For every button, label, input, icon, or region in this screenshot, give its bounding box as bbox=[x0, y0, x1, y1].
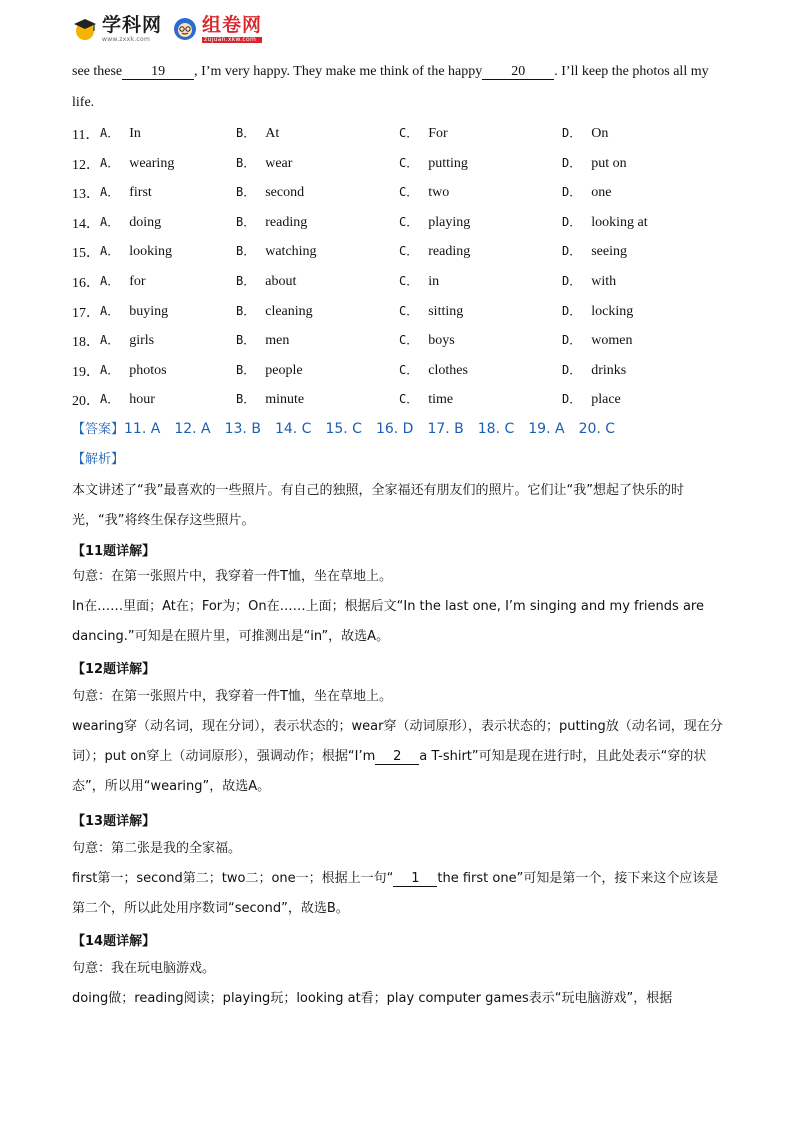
option-letter: D． bbox=[562, 274, 582, 288]
blank-19: 19 bbox=[122, 65, 194, 80]
answer-tag: 【答案】 bbox=[72, 422, 125, 437]
option-text: clothes bbox=[428, 362, 468, 378]
option-d bbox=[562, 213, 648, 231]
option-c bbox=[399, 154, 468, 172]
option-letter: A． bbox=[100, 333, 120, 348]
option-letter: C． bbox=[399, 362, 419, 377]
option-c bbox=[399, 242, 470, 260]
option-letter: D． bbox=[562, 392, 582, 407]
question-number: 18． bbox=[72, 335, 100, 351]
option-b bbox=[236, 331, 289, 349]
q11-meaning: 句意：在第一张照片中，我穿着一件T恤，坐在草地上。 bbox=[72, 569, 392, 584]
option-text: wearing bbox=[129, 155, 175, 171]
blank-20: 20 bbox=[482, 65, 554, 80]
option-c bbox=[399, 272, 439, 290]
q13-heading: 【13题详解】 bbox=[72, 814, 156, 829]
option-text: For bbox=[428, 126, 448, 141]
question-number: 11． bbox=[72, 128, 100, 143]
option-d bbox=[562, 331, 632, 349]
option-d bbox=[562, 302, 633, 320]
option-text: girls bbox=[129, 333, 155, 349]
option-text: one bbox=[591, 185, 612, 201]
question-number: 16． bbox=[72, 276, 100, 291]
option-d bbox=[562, 390, 621, 408]
option-text: with bbox=[591, 274, 617, 289]
option-text: looking bbox=[129, 244, 173, 260]
option-letter: D． bbox=[562, 362, 582, 377]
passage-line: see these 19 , I’m very happy. They make me think of the happy 20 . I’ll keep the photos all my bbox=[72, 64, 709, 79]
answer-item: 18. C bbox=[477, 421, 515, 437]
answer-item: 16. D bbox=[375, 421, 414, 437]
option-a bbox=[100, 390, 155, 408]
option-text: reading bbox=[265, 214, 308, 230]
answer-item: 17. B bbox=[427, 421, 464, 437]
q12-heading: 【12题详解】 bbox=[72, 662, 156, 677]
q14-detail: doing做；reading阅读；playing玩；looking at看；play computer games表示“玩电脑游戏”，根据 bbox=[72, 991, 673, 1006]
option-row bbox=[72, 124, 732, 144]
option-text: sitting bbox=[428, 303, 464, 319]
answer-item: 11. A bbox=[124, 421, 161, 437]
option-letter: A． bbox=[100, 392, 120, 407]
option-b bbox=[236, 242, 317, 260]
option-text: drinks bbox=[591, 362, 627, 378]
option-letter: D． bbox=[562, 126, 582, 140]
option-letter: B． bbox=[236, 126, 256, 140]
q13-meaning: 句意：第二张是我的全家福。 bbox=[72, 841, 242, 856]
option-letter: A． bbox=[100, 126, 120, 140]
option-text: people bbox=[265, 362, 303, 378]
option-text: buying bbox=[129, 303, 169, 319]
graduation-cap-icon bbox=[72, 16, 98, 42]
option-c bbox=[399, 302, 463, 320]
summary-paragraph: 本文讲述了“我”最喜欢的一些照片。有自己的独照，全家福还有朋友们的照片。它们让“我”想起了快乐的时光，“我”将终生保存这些照片。 bbox=[72, 483, 684, 528]
option-text: two bbox=[428, 185, 450, 201]
option-letter: D． bbox=[562, 185, 582, 200]
option-text: wear bbox=[265, 155, 293, 171]
option-text: reading bbox=[428, 244, 471, 260]
option-d bbox=[562, 361, 626, 379]
blank-2: 2 bbox=[375, 750, 419, 765]
option-d bbox=[562, 242, 627, 260]
option-letter: B． bbox=[236, 214, 256, 229]
option-text: in bbox=[428, 274, 440, 289]
option-letter: A． bbox=[100, 214, 120, 229]
option-a bbox=[100, 183, 152, 201]
question-number: 19． bbox=[72, 364, 100, 380]
option-a bbox=[100, 154, 174, 172]
zujuanwang-logo bbox=[172, 13, 263, 43]
option-text: playing bbox=[428, 214, 471, 230]
analysis-tag: 【解析】 bbox=[72, 452, 125, 467]
option-letter: D． bbox=[562, 214, 582, 229]
option-text: hour bbox=[129, 392, 155, 408]
option-text: for bbox=[129, 274, 146, 289]
option-letter: D． bbox=[562, 244, 582, 259]
option-text: cleaning bbox=[265, 303, 313, 319]
option-text: seeing bbox=[591, 244, 627, 260]
option-text: putting bbox=[428, 155, 468, 171]
option-letter: A． bbox=[100, 362, 120, 377]
question-number: 12． bbox=[72, 157, 100, 173]
option-letter: B． bbox=[236, 155, 256, 170]
option-text: men bbox=[265, 333, 290, 349]
option-letter: B． bbox=[236, 303, 256, 318]
option-letter: C． bbox=[399, 155, 419, 170]
option-letter: C． bbox=[399, 185, 419, 200]
option-b bbox=[236, 183, 304, 201]
option-letter: A． bbox=[100, 244, 120, 259]
option-text: watching bbox=[265, 244, 317, 260]
option-a bbox=[100, 213, 161, 231]
option-a bbox=[100, 302, 168, 320]
option-text: minute bbox=[265, 392, 305, 408]
answer-item: 12. A bbox=[174, 421, 211, 437]
option-letter: B． bbox=[236, 244, 256, 259]
option-letter: C． bbox=[399, 333, 419, 348]
option-letter: B． bbox=[236, 274, 256, 288]
blank-1: 1 bbox=[393, 872, 437, 887]
option-letter: A． bbox=[100, 185, 120, 200]
answer-items bbox=[124, 422, 629, 437]
option-letter: A． bbox=[100, 155, 120, 170]
option-row bbox=[72, 361, 732, 381]
option-text: time bbox=[428, 392, 454, 408]
answer-item: 15. C bbox=[325, 421, 362, 437]
option-text: boys bbox=[428, 333, 455, 349]
option-row bbox=[72, 331, 732, 351]
option-text: about bbox=[265, 274, 297, 289]
option-row bbox=[72, 390, 732, 410]
option-letter: C． bbox=[399, 392, 419, 407]
option-letter: C． bbox=[399, 303, 419, 318]
question-number: 20． bbox=[72, 394, 100, 410]
question-number: 17． bbox=[72, 305, 100, 321]
option-a bbox=[100, 124, 141, 142]
q12-meaning: 句意：在第一张照片中，我穿着一件T恤，坐在草地上。 bbox=[72, 689, 392, 704]
option-c bbox=[399, 183, 449, 201]
option-letter: B． bbox=[236, 362, 256, 377]
q14-heading: 【14题详解】 bbox=[72, 934, 156, 949]
passage-line: life. bbox=[72, 95, 95, 110]
xuekewang-logo bbox=[72, 13, 163, 43]
question-number: 13． bbox=[72, 187, 100, 203]
option-letter: C． bbox=[399, 214, 419, 229]
option-d bbox=[562, 272, 616, 290]
option-letter: B． bbox=[236, 333, 256, 348]
option-d bbox=[562, 124, 608, 142]
option-text: first bbox=[129, 185, 152, 201]
header bbox=[72, 12, 262, 46]
option-a bbox=[100, 361, 167, 379]
option-b bbox=[236, 390, 304, 408]
q11-heading: 【11题详解】 bbox=[72, 544, 156, 559]
option-b bbox=[236, 272, 296, 290]
logo2-url: zujuan.xkw.com bbox=[202, 37, 262, 43]
answer-item: 20. C bbox=[578, 421, 616, 437]
option-c bbox=[399, 390, 453, 408]
option-text: doing bbox=[129, 214, 162, 230]
option-c bbox=[399, 361, 468, 379]
option-text: At bbox=[265, 126, 280, 141]
option-letter: B． bbox=[236, 392, 256, 407]
option-a bbox=[100, 331, 154, 349]
option-b bbox=[236, 213, 307, 231]
option-row bbox=[72, 302, 732, 322]
option-row bbox=[72, 183, 732, 203]
option-row bbox=[72, 154, 732, 174]
option-text: second bbox=[265, 185, 305, 201]
question-number: 15． bbox=[72, 246, 100, 262]
option-a bbox=[100, 272, 146, 290]
option-text: women bbox=[591, 333, 633, 349]
option-letter: A． bbox=[100, 303, 120, 318]
q12-detail: wearing穿（动名词，现在分词），表示状态的；wear穿（动词原形），表示状态的；putting放（动名词，现在分词）；put on穿上（动词原形），强调动作；根据“I’m 2 a T-shirt”可知是现在进行时，且此处表示“穿的状态”，所以用“wearing”，故选A。 bbox=[72, 719, 723, 794]
logo1-url: www.zxxk.com bbox=[102, 35, 151, 43]
option-b bbox=[236, 154, 292, 172]
option-d bbox=[562, 154, 627, 172]
logo1-name: 学科网 bbox=[102, 13, 163, 36]
logo2-name: 组卷网 bbox=[202, 13, 263, 36]
q13-detail: first第一；second第二；two二；one一；根据上一句“ 1 the first one”可知是第一个，接下来这个应该是第二个，所以此处用序数词“second”，故选B。 bbox=[72, 871, 719, 916]
option-text: put on bbox=[591, 155, 627, 171]
option-text: locking bbox=[591, 303, 634, 319]
option-text: In bbox=[129, 126, 141, 141]
option-letter: D． bbox=[562, 303, 582, 318]
option-c bbox=[399, 124, 448, 142]
option-text: place bbox=[591, 392, 621, 408]
option-row bbox=[72, 272, 732, 292]
option-c bbox=[399, 213, 470, 231]
option-row bbox=[72, 213, 732, 233]
q11-detail: In在……里面；At在；For为；On在……上面；根据后文“In the last one, I’m singing and my friends are dancing.”可知是在照片里，可推测出是“in”，故选A。 bbox=[72, 599, 704, 644]
option-letter: C． bbox=[399, 274, 419, 288]
question-number: 14． bbox=[72, 216, 100, 232]
option-text: photos bbox=[129, 362, 167, 378]
option-c bbox=[399, 331, 455, 349]
option-d bbox=[562, 183, 611, 201]
option-b bbox=[236, 124, 279, 142]
option-letter: D． bbox=[562, 155, 582, 170]
q14-meaning: 句意：我在玩电脑游戏。 bbox=[72, 961, 216, 976]
student-face-icon bbox=[172, 16, 198, 42]
option-letter: C． bbox=[399, 126, 419, 140]
option-letter: B． bbox=[236, 185, 256, 200]
option-text: looking at bbox=[591, 214, 648, 230]
option-letter: D． bbox=[562, 333, 582, 348]
answer-item: 14. C bbox=[274, 421, 312, 437]
option-a bbox=[100, 242, 172, 260]
option-row bbox=[72, 242, 732, 262]
option-text: On bbox=[591, 126, 609, 141]
option-letter: C． bbox=[399, 244, 419, 259]
option-b bbox=[236, 361, 303, 379]
answer-item: 13. B bbox=[224, 421, 261, 437]
answer-item: 19. A bbox=[528, 421, 565, 437]
option-b bbox=[236, 302, 313, 320]
option-letter: A． bbox=[100, 274, 120, 288]
answer-line bbox=[72, 418, 629, 438]
